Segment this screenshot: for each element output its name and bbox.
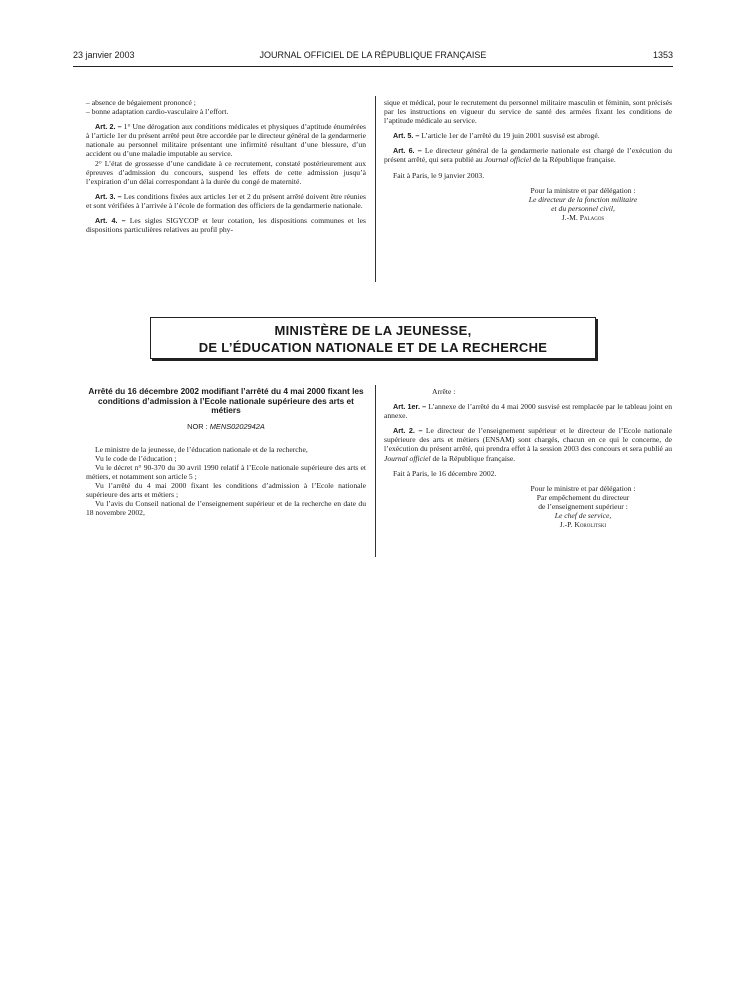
done-at-line: Fait à Paris, le 16 décembre 2002. xyxy=(393,468,497,478)
signature-block xyxy=(494,186,672,222)
column-divider xyxy=(375,96,376,282)
article-2 xyxy=(384,426,672,462)
header-page-number: 1353 xyxy=(652,50,673,60)
done-at-line: Fait à Paris, le 9 janvier 2003. xyxy=(393,170,485,180)
signature-block xyxy=(494,484,672,529)
article-text: Le directeur général de la gendarmerie nationale est chargé de l’exécution du présent arrêté, qui sera publié au xyxy=(384,146,672,165)
signature-line: Pour le ministre et par délégation : xyxy=(530,483,636,493)
article-5 xyxy=(384,131,672,140)
journal-reference: Journal officiel xyxy=(484,155,532,165)
article-text: L’article 1er de l’arrêté du 19 juin 2001 susvisé est abrogé. xyxy=(419,131,600,141)
article-label: Art. 2. – xyxy=(95,122,122,132)
bottom-left-column xyxy=(86,387,366,517)
header-date: 23 janvier 2003 xyxy=(73,50,135,60)
visa: Vu l’avis du Conseil national de l’enseignement supérieur et de la recherche en date du 18 novembre 2002, xyxy=(86,499,366,518)
signatory-name: J.-P. Korolitski xyxy=(559,520,607,530)
article-text: Les sigles SIGYCOP et leur cotation, les dispositions communes et les dispositions particulières relatives au profil phy- xyxy=(86,216,366,235)
article-6 xyxy=(384,146,672,164)
page-header xyxy=(73,50,673,64)
visa: Vu le décret n° 90-370 du 30 avril 1990 relatif à l’Ecole nationale supérieure des arts et métiers, et notamment son article 5 ; xyxy=(86,462,366,481)
list-item: – absence de bégaiement prononcé ; xyxy=(86,98,196,107)
continued-paragraph: sique et médical, pour le recrutement du personnel militaire masculin et féminin, sont précisés par les instructions en vigueur du service de santé des armées fixant les conditions de l’aptitude médicale au service. xyxy=(384,98,672,126)
nor-reference xyxy=(86,422,366,431)
header-journal-title: JOURNAL OFFICIEL DE LA RÉPUBLIQUE FRANÇAISE xyxy=(259,50,487,60)
article-4 xyxy=(86,216,366,234)
article-text: 1° Une dérogation aux conditions médicales et physiques d’aptitude énumérées à l’article 1er du présent arrêté peut être accordée par le directeur général de la gendarmerie nationale au personnel militaire présentant une infirmité résultant d’une blessure, d’un accident ou d’une maladie imputable au service. xyxy=(86,122,366,159)
nor-label: NOR : xyxy=(187,421,210,431)
article-label: Art. 3. – xyxy=(95,191,122,201)
signature-line: de l’enseignement supérieur : xyxy=(538,501,628,511)
ministry-line: DE L’ÉDUCATION NATIONALE ET DE LA RECHERCHE xyxy=(198,340,548,355)
list-item: – bonne adaptation cardio-vasculaire à l’effort. xyxy=(86,107,229,117)
article-text: L’annexe de l’arrêté du 4 mai 2000 susvisé est remplacée par le tableau joint en annexe. xyxy=(384,402,673,421)
journal-reference: Journal officiel xyxy=(384,453,431,463)
article-text: Le directeur de l’enseignement supérieur et le directeur de l’Ecole nationale supérieure des arts et métiers (ENSAM) sont chargés, chacun en ce qui le concerne, de l’exécution du présent arrêté, qui prendra effet à la session 2003 des concours et sera publié au xyxy=(384,426,672,454)
column-divider xyxy=(375,385,376,557)
article-label: Art. 5. – xyxy=(393,131,420,141)
article-text: de la République française. xyxy=(430,453,516,463)
signature-line: Le directeur de la fonction militaire xyxy=(528,194,638,204)
top-left-column xyxy=(86,98,366,234)
article-1 xyxy=(384,402,672,420)
article-text: de la République française. xyxy=(531,155,616,165)
article-2-paragraph: 2° L’état de grossesse d’une candidate à ce recrutement, constaté postérieurement aux épreuves d’admission du concours, suspend les effets de cette admission jusqu’à l’expiration d’un délai correspondant à la durée du congé de maternité. xyxy=(86,158,366,186)
arrete-heading: Arrête : xyxy=(432,387,456,396)
article-label: Art. 1er. – xyxy=(393,402,427,412)
signatory-name: J.-M. Palagos xyxy=(561,212,605,222)
article-label: Art. 6. – xyxy=(393,146,422,156)
top-right-column xyxy=(384,98,672,222)
bottom-right-column xyxy=(384,387,672,529)
article-text: Les conditions fixées aux articles 1er et 2 du présent arrêté doivent être réunies et sont vérifiées à l’arrivée à l’école de formation des officiers de la gendarmerie nationale. xyxy=(86,191,366,210)
ministry-line: MINISTÈRE DE LA JEUNESSE, xyxy=(274,323,472,338)
signature-line: Par empêchement du directeur xyxy=(536,492,630,502)
preamble: Le ministre de la jeunesse, de l’éducation nationale et de la recherche, xyxy=(95,444,308,454)
visa: Vu l’arrêté du 4 mai 2000 fixant les conditions d’admission à l’Ecole nationale supérieure des arts et métiers ; xyxy=(86,480,366,500)
article-label: Art. 4. – xyxy=(95,216,126,226)
nor-value: MENS0202942A xyxy=(209,421,265,431)
article-3 xyxy=(86,192,366,210)
signature-line: Le chef de service, xyxy=(554,511,612,521)
visa: Vu le code de l’éducation ; xyxy=(95,453,177,463)
article-2 xyxy=(86,122,366,158)
signature-line: Pour la ministre et par délégation : xyxy=(530,185,636,195)
signature-line: et du personnel civil, xyxy=(551,203,615,213)
article-label: Art. 2. – xyxy=(393,426,423,436)
header-rule xyxy=(73,66,673,67)
ministry-heading xyxy=(150,317,596,359)
decree-title: Arrêté du 16 décembre 2002 modifiant l’arrêté du 4 mai 2000 fixant les conditions d’admission à l’Ecole nationale supérieure des arts et métiers xyxy=(88,386,364,415)
